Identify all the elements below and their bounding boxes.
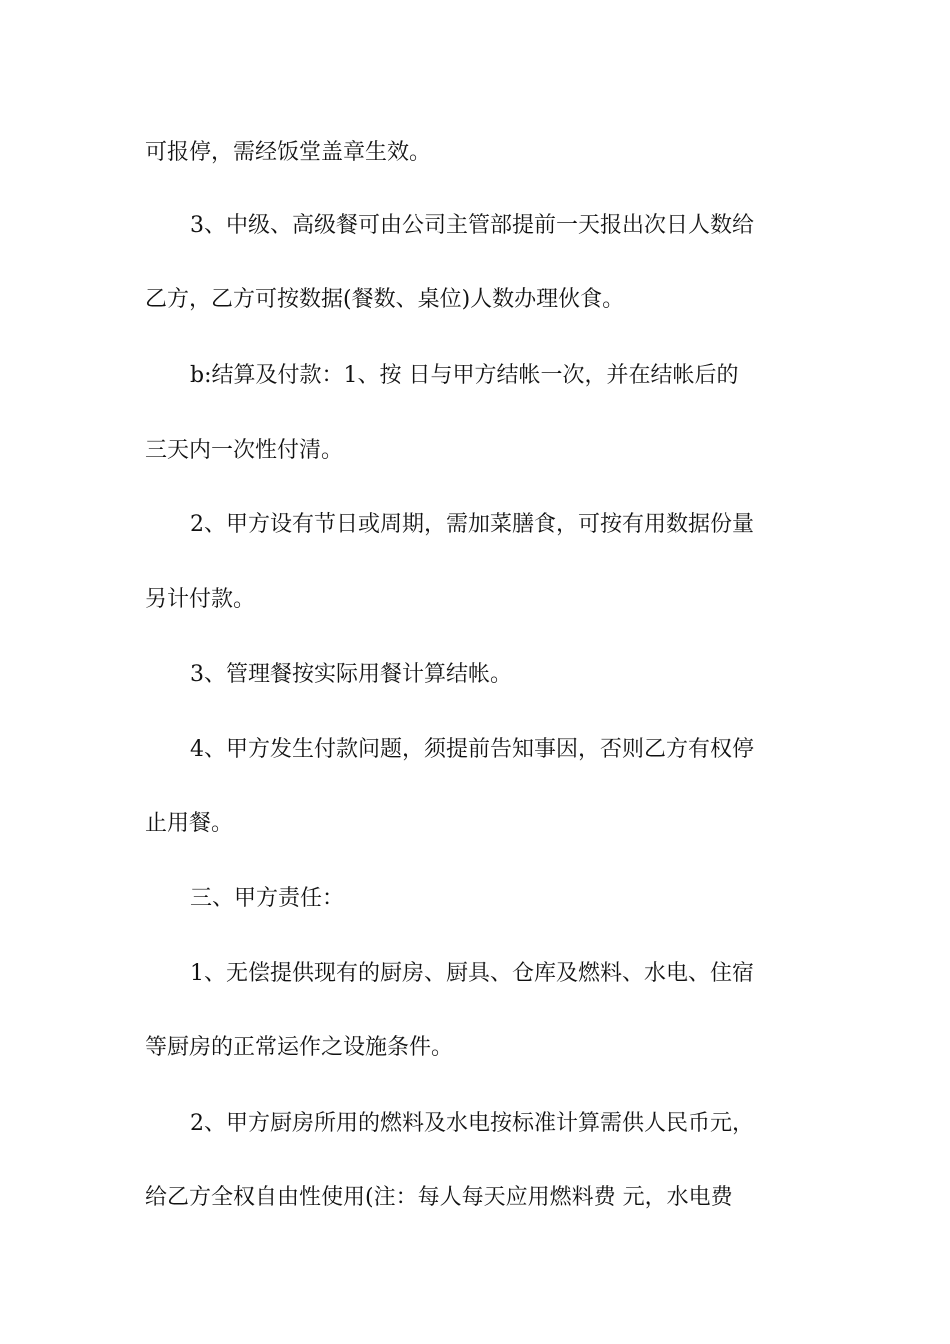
- text-line: 给乙方全权自由性使用(注：每人每天应用燃料费 元，水电费: [145, 1185, 733, 1210]
- text-line: 4、甲方发生付款问题，须提前告知事因，否则乙方有权停: [190, 737, 754, 762]
- text-line: b:结算及付款：1、按 日与甲方结帐一次，并在结帐后的: [190, 363, 739, 388]
- text-line: 乙方，乙方可按数据(餐数、桌位)人数办理伙食。: [145, 287, 625, 312]
- section-heading: 三、甲方责任：: [190, 886, 345, 911]
- text-line: 可报停，需经饭堂盖章生效。: [145, 140, 432, 165]
- text-line: 3、管理餐按实际用餐计算结帐。: [190, 662, 512, 687]
- text-line: 1、无偿提供现有的厨房、厨具、仓库及燃料、水电、住宿: [190, 961, 754, 986]
- text-line: 另计付款。: [145, 587, 256, 612]
- text-line: 止用餐。: [145, 811, 234, 836]
- text-line: 3、中级、高级餐可由公司主管部提前一天报出次日人数给: [190, 213, 754, 238]
- text-line: 三天内一次性付清。: [145, 438, 344, 463]
- text-line: 2、甲方设有节日或周期，需加菜膳食，可按有用数据份量: [190, 512, 754, 537]
- text-line: 2、甲方厨房所用的燃料及水电按标准计算需供人民币元，: [190, 1111, 754, 1136]
- text-line: 等厨房的正常运作之设施条件。: [145, 1035, 454, 1060]
